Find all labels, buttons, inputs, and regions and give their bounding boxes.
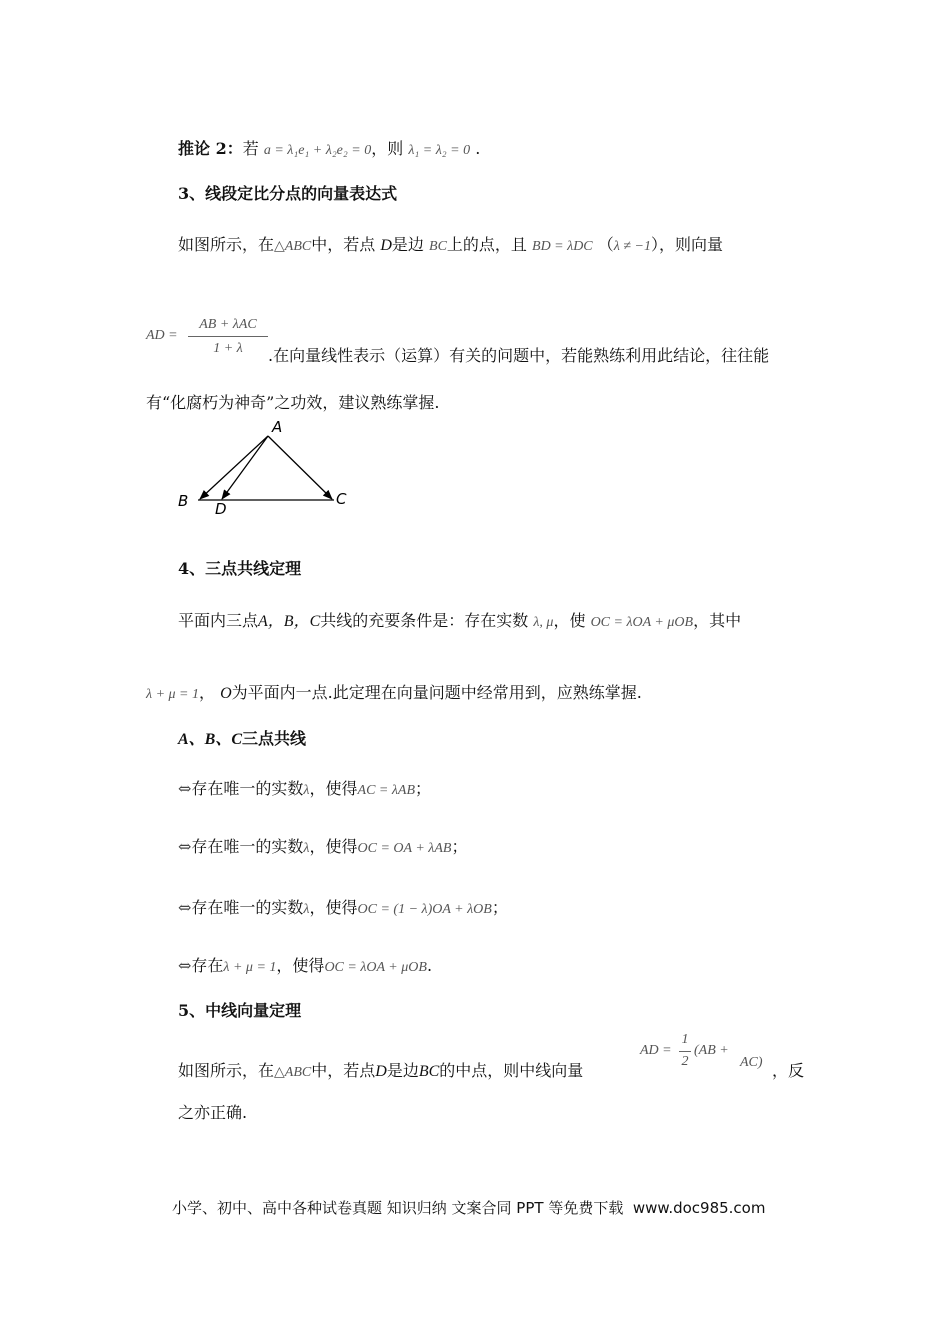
s5-half-denominator: 2 — [681, 1054, 689, 1069]
s5-text-e: ，反 — [772, 1061, 805, 1080]
s4-subheading-text: 三点共线 — [242, 729, 307, 748]
s3-triangle: △ABC — [274, 239, 312, 254]
s4-item-formula: OC = λOA + μOB — [324, 960, 427, 975]
s4-item-mid: ，使得 — [309, 898, 358, 917]
s4-item-end: ； — [415, 779, 432, 798]
section-4-line-1 — [178, 608, 741, 631]
s4-item-end: ； — [451, 837, 468, 856]
s3-fraction-denominator: 1 + λ — [213, 341, 243, 356]
s3-line-2: .在向量线性表示（运算）有关的问题中，若能熟练利用此结论，往往能 — [268, 346, 770, 365]
equivalence-icon: ⇔ — [178, 779, 192, 798]
s4-item-formula: AC = λAB — [357, 783, 416, 798]
corollary-label: 推论 2 — [178, 139, 227, 158]
s4-item-var: λ — [303, 783, 310, 798]
s3-condition: BD = λDC — [532, 239, 593, 254]
corollary-formula: a = λ₁e₁ + λ₂e₂ = 0 — [263, 143, 372, 158]
s4-condition: λ + μ = 1 — [146, 687, 199, 702]
s4-item-end: . — [426, 956, 433, 975]
footer-url[interactable]: www.doc985.com — [632, 1199, 766, 1217]
label-a: A — [272, 418, 283, 436]
label-d: D — [215, 500, 227, 518]
s4-item-var: λ — [303, 902, 310, 917]
vector-ac — [268, 436, 332, 499]
s4-item-3 — [178, 895, 508, 918]
s4-text-a: 平面内三点 — [178, 611, 259, 630]
s4-item-4 — [178, 953, 432, 976]
equivalence-icon: ⇔ — [178, 837, 192, 856]
s4-text-b: 共线的充要条件是：存在实数 — [320, 611, 529, 630]
s4-item-mid: ，使得 — [309, 779, 358, 798]
s5-half-numerator: 1 — [681, 1032, 689, 1047]
s4-item-var: λ — [303, 841, 310, 856]
s4-subheading — [178, 726, 306, 749]
s4-text-e: 为平面内一点.此定理在向量问题中经常用到，应熟练掌握. — [231, 683, 642, 702]
s4-subheading-points: A、B、C — [178, 731, 243, 748]
s5-formula-rest-a: (AB + — [694, 1043, 729, 1058]
s3-line-3: 有“化腐朽为神奇”之功效，建议熟练掌握. — [146, 393, 440, 412]
s4-item-var: λ + μ = 1 — [223, 960, 277, 975]
label-b: B — [178, 492, 189, 510]
s4-item-text: 存在唯一的实数 — [191, 898, 304, 917]
s3-fraction-bar — [188, 336, 268, 337]
corollary-sep: ，则 — [371, 139, 404, 158]
s3-fraction-lhs: AD = — [146, 328, 178, 343]
section-3-heading: 3、线段定比分点的向量表达式 — [178, 184, 398, 203]
section-4-heading: 4、三点共线定理 — [178, 559, 302, 578]
s5-text-d: 的中点，则中线向量 — [439, 1061, 584, 1080]
triangle-figure — [170, 418, 360, 518]
s3-text-b: 中，若点 — [311, 235, 376, 254]
s4-formula: OC = λOA + μOB — [590, 615, 694, 630]
s4-item-formula: OC = OA + λAB — [357, 841, 452, 856]
s4-item-mid: ，使得 — [276, 956, 325, 975]
s5-edge-bc: BC — [418, 1063, 440, 1080]
s3-edge-bc: BC — [429, 239, 447, 254]
corollary-2-line — [178, 136, 480, 159]
s3-text-e: ），则向量 — [650, 235, 723, 254]
s4-text-c: ，使 — [553, 611, 586, 630]
s4-points: A，B，C — [258, 613, 321, 630]
s5-text-c: 是边 — [386, 1061, 419, 1080]
s5-triangle: △ABC — [274, 1065, 312, 1080]
label-c: C — [336, 490, 347, 508]
s4-item-mid: ，使得 — [309, 837, 358, 856]
s3-text-a: 如图所示，在 — [178, 235, 275, 254]
s4-point-o: O — [220, 685, 232, 702]
footer — [172, 1197, 765, 1218]
equivalence-icon: ⇔ — [178, 956, 192, 975]
s4-item-2 — [178, 834, 467, 857]
s5-formula-lhs: AD = — [640, 1043, 672, 1058]
s4-item-end: ； — [491, 898, 508, 917]
s4-vars: λ, μ — [533, 615, 554, 630]
section-5-heading: 5、中线向量定理 — [178, 1001, 302, 1020]
corollary-colon: ： — [226, 139, 243, 158]
s5-text-a: 如图所示，在 — [178, 1061, 275, 1080]
footer-text: 小学、初中、高中各种试卷真题 知识归纳 文案合同 PPT 等免费下载 — [172, 1199, 624, 1217]
equivalence-icon: ⇔ — [178, 898, 192, 917]
s4-item-formula: OC = (1 − λ)OA + λOB — [357, 902, 492, 917]
corollary-end: . — [475, 139, 481, 158]
s3-lambda-cond: λ ≠ −1 — [613, 239, 651, 254]
section-4-line-2 — [146, 680, 642, 703]
s4-item-text: 存在 — [191, 956, 224, 975]
s5-point-d: D — [375, 1063, 387, 1080]
corollary-if: 若 — [242, 139, 259, 158]
s3-fraction-numerator: AB + λAC — [199, 317, 257, 332]
s5-half-bar — [679, 1051, 691, 1052]
s5-formula-rest-b: AC) — [740, 1055, 763, 1070]
s4-text-d: ，其中 — [693, 611, 742, 630]
s5-text-b: 中，若点 — [311, 1061, 376, 1080]
s3-point-d: D — [380, 237, 392, 254]
s3-text-d: 上的点，且 — [446, 235, 527, 254]
s4-item-1 — [178, 776, 431, 799]
section-3-line-1 — [178, 232, 723, 255]
section-5-line-1 — [178, 1058, 583, 1081]
vector-ab — [200, 436, 268, 499]
vector-ad — [222, 436, 268, 499]
section-5-line-2: 之亦正确. — [178, 1103, 248, 1122]
corollary-result: λ₁ = λ₂ = 0 — [408, 143, 471, 158]
s4-item-text: 存在唯一的实数 — [191, 779, 304, 798]
s3-paren-open: （ — [597, 235, 614, 254]
s3-text-c: 是边 — [391, 235, 424, 254]
s4-comma: ， — [199, 683, 216, 702]
s4-item-text: 存在唯一的实数 — [191, 837, 304, 856]
